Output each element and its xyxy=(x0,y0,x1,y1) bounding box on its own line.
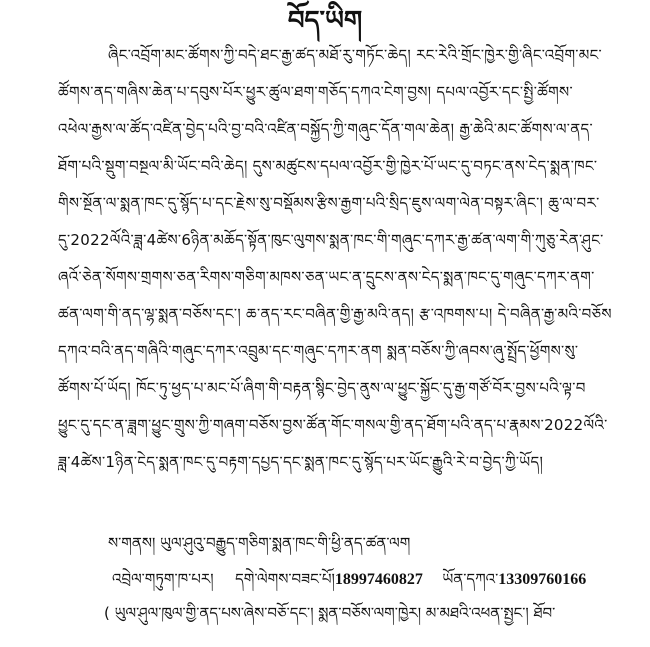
notes-line: ( ཡུལ་ཤུལ་ཁུལ་གྱི་ནད་པས་ཞེས་བཅོ་དང་། སྨན་བཅོས་ལག་ཁྱེར། མ་མཐའི་འཕན་སྤྱང་། ཐོབ་ xyxy=(104,604,556,622)
paragraph-line: ཞིང་འབྲོག་མང་ཚོགས་ཀྱི་བདེ་ཐང་རྒྱ་ཚད་མཐོ་རུ་གཏོང་ཆེད། རང་རེའི་གྲོང་ཁྱེར་གྱི་ཞིང་འབྲོག་མང་ xyxy=(108,46,602,64)
contact-line xyxy=(112,566,586,593)
address-line: ས་གནས། ཡུལ་ཤུའུ་བརྒྱུད་གཅིག་སྨན་ཁང་གི་ཕྱི་ནད་ཚན་ལག xyxy=(108,534,411,552)
paragraph-line: ཟླ་4ཚེས་1ཉིན་ངེད་སྨན་ཁང་དུ་བརྟག་དཔྱད་དང་སྨན་ཁང་དུ་སྙོད་པར་ཡོང་རྒྱུའི་རེ་བ་བྱེད་ཀྱི་ཡོད། xyxy=(58,453,544,471)
paragraph-line: ཞའོ་ཅེན་སོགས་གྲགས་ཅན་རིགས་གཅིག་མཁས་ཅན་ཡང་ན་དྲུངས་ནས་ངེད་སྨན་ཁང་དུ་གཞུང་དཀར་ནག་ xyxy=(58,268,595,286)
document-title: བོད་ཡིག xyxy=(287,6,363,36)
paragraph-line: ཚན་ལག་གི་ནད་ལྷ་སྨན་བཅོས་དང་། ཆ་ནད་རང་བཞིན་གྱི་རྒྱ་མའི་ནད། རྩ་འཁགས་པ། དེ་བཞིན་རྒྱ་མའི་བཅོས xyxy=(58,305,612,323)
paragraph-line: ཚོགས་ནད་གཞིས་ཆེན་པ་དབུས་པོར་ཕྱུར་ཚུལ་ཐག་གཅོད་དཀའ་ངེག་བྱས། དཔལ་འབྱོར་དང་སྤྱི་ཚོགས་ xyxy=(58,83,573,101)
contact-label: འབྲེལ་གཏུག་ཁ་པར། xyxy=(112,570,214,588)
contact-phone-1: 18997460827 xyxy=(334,571,423,588)
paragraph-line: ཐོག་པའི་སྡུག་བསྔལ་མི་ཡོང་བའི་ཆེད། དུས་མཚུངས་དཔལ་འབྱོར་གྱི་ཁྱེར་པོ་ཡང་དུ་བཏང་ནས་ངེད་སྨན་ཁང་ xyxy=(58,157,598,175)
paragraph-line: ཕྱུང་དུ་དང་ན་ཟླག་ཕྱུང་གྲུས་ཀྱི་གཞག་བཅོས་བྱས་ཚོན་གོང་གསལ་གྱི་ནད་ཐོག་པའི་ནད་པ་རྣམས་2022ལོའི་ xyxy=(58,416,608,434)
paragraph-line: གིས་སྔོན་ལ་སྨན་ཁང་དུ་སྙོད་པ་དང་རྗེས་སུ་བསྡོམས་རྩིས་རྒྱག་པའི་སྲིད་ཇུས་ལག་ལེན་བསྟར་ཞིང་། ཆུ་ལ་བར་ xyxy=(58,194,600,212)
paragraph-line: འཕེལ་རྒྱས་ལ་ཚོད་འཛིན་བྱེད་པའི་བྱ་བའི་འཛིན་བསྐྱོད་ཀྱི་གཞུང་དོན་གལ་ཆེན། རྒྱ་ཆེའི་མང་ཚོགས་ལ་ནད་ xyxy=(58,120,593,138)
paragraph-line: དཀའ་བའི་ནད་གཞིའི་གཞུང་དཀར་འབྲུམ་དང་གཞུང་དཀར་ནག སྨན་བཅོས་ཀྱི་ཞབས་ཞུ་སྤྲོད་ཕྱོགས་སུ་ xyxy=(58,342,579,360)
contact-person-2: ཡོན་དཀའ་ xyxy=(442,570,499,588)
contact-person-1: དགེ་ལེགས་བཟང་པོ། xyxy=(235,570,335,588)
paragraph-line: དུ་2022ལོའི་ཟླ་4ཚེས་6ཉིན་མཆོད་སྟོན་ཁུང་ལུགས་སྨན་ཁང་གི་གཞུང་དཀར་རྒྱ་ཚན་ལག་གི་ཀུཅུ་རེན་ཤུང་ xyxy=(58,231,604,249)
contact-phone-2: 13309760166 xyxy=(498,571,587,588)
paragraph-line: ཚོགས་པོ་ཡོད། ཁོང་ཏུ་ཕྱད་པ་མང་པོ་ཞིག་གི་བརྟན་སྙིང་བྱེད་ནུས་ལ་ཕྱུང་སྐྱོང་དུ་རྒྱ་གཙོ་བོར་བྱས་པའི་ལྟ་བ xyxy=(58,379,586,397)
